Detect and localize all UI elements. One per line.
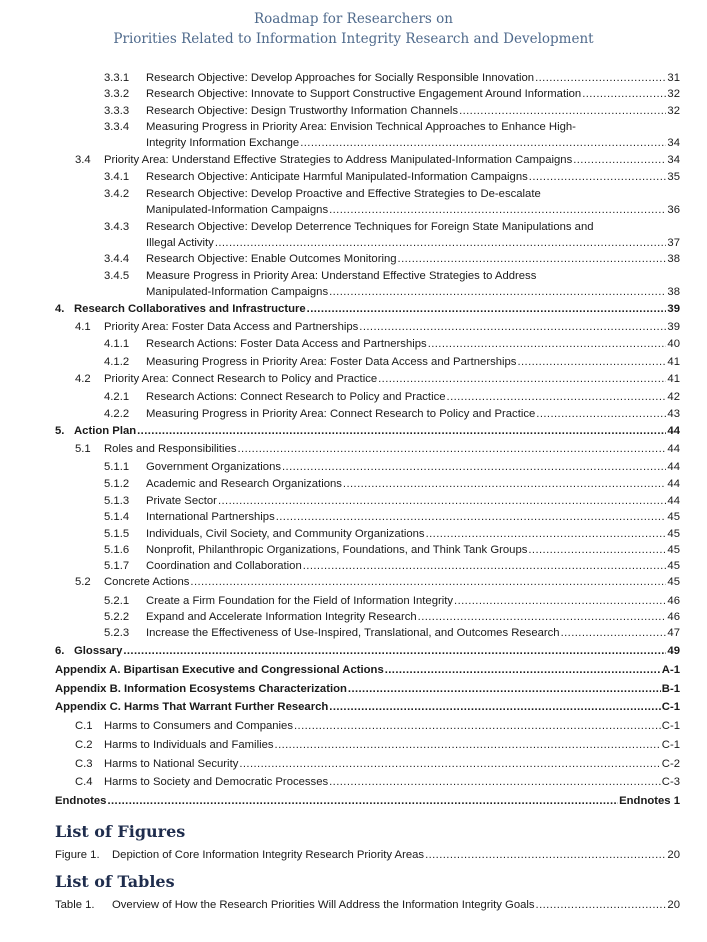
toc-entry[interactable]	[55, 644, 680, 659]
dot-leader	[385, 663, 661, 678]
toc-entry[interactable]	[75, 372, 680, 387]
toc-entry[interactable]	[104, 170, 680, 185]
dot-leader	[276, 510, 667, 525]
toc-entry-page: C-3	[661, 776, 680, 788]
toc-entry-title: Create a Firm Foundation for the Field of Information Integrity	[146, 595, 454, 607]
dot-leader	[529, 170, 667, 185]
table-entry[interactable]	[55, 898, 680, 913]
toc-entry-number: 5.2.1	[104, 595, 130, 607]
toc-entry[interactable]	[104, 337, 680, 352]
toc-entry-page: 41	[667, 356, 680, 368]
toc-entry-title: Appendix A. Bipartisan Executive and Congressional Actions	[55, 664, 384, 676]
toc-entry-page: 34	[667, 137, 680, 149]
toc-entry-title: Research Actions: Connect Research to Policy and Practice	[146, 391, 446, 403]
toc-entry-page: 49	[667, 645, 680, 657]
toc-entry[interactable]	[104, 494, 680, 509]
dot-leader	[215, 236, 667, 251]
dot-leader	[329, 203, 666, 218]
toc-entry-title: Research Collaboratives and Infrastructure	[74, 303, 306, 315]
toc-entry-number: 5.1.4	[104, 511, 130, 523]
toc-entry-title: Endnotes	[55, 795, 107, 807]
toc-entry-page: 44	[667, 478, 680, 490]
toc-entry[interactable]	[104, 390, 680, 405]
toc-entry-title: Measuring Progress in Priority Area: Foster Data Access and Partnerships	[146, 356, 517, 368]
dot-leader	[300, 136, 666, 151]
toc-entry-page: 36	[667, 204, 680, 216]
toc-entry-title: Expand and Accelerate Information Integrity Research	[146, 611, 417, 623]
dot-leader	[517, 355, 666, 370]
toc-entry-page: 39	[667, 303, 680, 315]
toc-entry-title: Priority Area: Foster Data Access and Partnerships	[104, 321, 359, 333]
toc-entry-continuation[interactable]	[146, 236, 680, 251]
toc-entry-title: Harms to Consumers and Companies	[104, 720, 293, 732]
toc-entry[interactable]	[55, 682, 680, 697]
dot-leader	[378, 372, 666, 387]
table-page: 20	[667, 899, 680, 911]
toc-entry-title: Integrity Information Exchange	[146, 137, 300, 149]
dot-leader	[282, 460, 666, 475]
toc-entry[interactable]	[104, 510, 680, 525]
toc-entry-title: Roles and Responsibilities	[104, 443, 237, 455]
toc-entry-title: Appendix B. Information Ecosystems Characterization	[55, 683, 347, 695]
toc-entry-page: A-1	[661, 664, 680, 676]
toc-entry-number: 5.1	[75, 443, 91, 455]
dot-leader	[536, 898, 667, 913]
table-title: Overview of How the Research Priorities Will Address the Information Integrity Goals	[112, 899, 535, 911]
toc-entry-page: 46	[667, 611, 680, 623]
toc-entry-page: 38	[667, 286, 680, 298]
toc-entry-page: C-2	[661, 758, 680, 770]
toc-entry[interactable]	[104, 120, 680, 135]
dot-leader	[425, 848, 666, 863]
toc-entry-number: 4.1	[75, 321, 91, 333]
toc-entry[interactable]	[104, 626, 680, 641]
toc-entry-page: 38	[667, 253, 680, 265]
toc-entry-number: 3.4.4	[104, 253, 130, 265]
toc-entry[interactable]	[104, 543, 680, 558]
toc-entry-title: Research Objective: Anticipate Harmful Manipulated-Information Campaigns	[146, 171, 528, 183]
toc-entry-number: 4.2.2	[104, 408, 130, 420]
toc-entry[interactable]	[75, 757, 680, 772]
figure-title: Depiction of Core Information Integrity Research Priority Areas	[112, 849, 425, 861]
toc-entry[interactable]	[104, 252, 680, 267]
dot-leader	[218, 494, 666, 509]
dot-leader	[398, 252, 667, 267]
toc-entry-title: Research Objective: Enable Outcomes Monitoring	[146, 253, 397, 265]
toc-entry-number: 4.2.1	[104, 391, 130, 403]
toc-entry[interactable]	[104, 594, 680, 609]
dot-leader	[238, 442, 667, 457]
toc-entry[interactable]	[75, 738, 680, 753]
dot-leader	[307, 302, 667, 317]
dot-leader	[348, 682, 661, 697]
dot-leader	[536, 407, 666, 422]
dot-leader	[137, 424, 666, 439]
toc-entry-number: 5.2.2	[104, 611, 130, 623]
toc-entry-title: Research Objective: Innovate to Support Constructive Engagement Around Information	[146, 88, 582, 100]
toc-entry-page: 45	[667, 528, 680, 540]
document-header-line-2: Priorities Related to Information Integrity Research and Development	[113, 31, 594, 47]
toc-entry-page: B-1	[661, 683, 680, 695]
toc-entry[interactable]	[55, 794, 680, 809]
toc-entry-number: 5.1.7	[104, 560, 130, 572]
toc-entry[interactable]	[104, 71, 680, 86]
toc-entry-title: Illegal Activity	[146, 237, 214, 249]
toc-entry-number: 3.3.4	[104, 121, 130, 133]
toc-entry-title: Research Objective: Develop Proactive and Effective Strategies to De-escalate	[146, 188, 541, 200]
toc-entry-title: Concrete Actions	[104, 576, 190, 588]
toc-entry-number: 5.	[55, 425, 65, 437]
toc-entry-title: Priority Area: Understand Effective Strategies to Address Manipulated-Information Campaigns	[104, 154, 573, 166]
toc-entry-page: 42	[667, 391, 680, 403]
toc-entry-title: Measuring Progress in Priority Area: Envision Technical Approaches to Enhance High-	[146, 121, 576, 133]
toc-entry[interactable]	[75, 719, 680, 734]
toc-entry-page: 32	[667, 88, 680, 100]
toc-entry-number: 6.	[55, 645, 65, 657]
toc-entry[interactable]	[104, 187, 680, 202]
toc-entry-number: 5.1.3	[104, 495, 130, 507]
figure-page: 20	[667, 849, 680, 861]
toc-entry-number: 3.3.1	[104, 72, 130, 84]
toc-entry-title: Government Organizations	[146, 461, 281, 473]
toc-entry-page: 47	[667, 627, 680, 639]
toc-entry[interactable]	[75, 153, 680, 168]
toc-entry[interactable]	[75, 575, 680, 590]
toc-entry-page: 45	[667, 544, 680, 556]
dot-leader	[428, 337, 667, 352]
toc-entry-page: 32	[667, 105, 680, 117]
dot-leader	[418, 610, 667, 625]
toc-entry-number: C.4	[75, 776, 93, 788]
dot-leader	[573, 153, 666, 168]
toc-entry-page: Endnotes 1	[619, 795, 680, 807]
dot-leader	[426, 527, 667, 542]
toc-entry-page: 40	[667, 338, 680, 350]
toc-entry-page: 44	[667, 495, 680, 507]
toc-entry-continuation[interactable]	[146, 285, 680, 300]
dot-leader	[294, 719, 661, 734]
toc-entry-number: 5.1.5	[104, 528, 130, 540]
toc-entry-title: Priority Area: Connect Research to Policy and Practice	[104, 373, 378, 385]
list-of-figures-heading: List of Figures	[55, 822, 186, 841]
toc-entry-number: 3.4.3	[104, 221, 130, 233]
toc-entry-title: Nonprofit, Philanthropic Organizations, Foundations, and Think Tank Groups	[146, 544, 528, 556]
toc-entry-title: Research Objective: Develop Approaches for Socially Responsible Innovation	[146, 72, 535, 84]
toc-entry-number: 3.4.2	[104, 188, 130, 200]
toc-entry-number: C.3	[75, 758, 93, 770]
toc-entry-number: 4.2	[75, 373, 91, 385]
toc-entry-title: Manipulated-Information Campaigns	[146, 286, 329, 298]
toc-entry-number: 5.1.6	[104, 544, 130, 556]
toc-entry[interactable]	[75, 442, 680, 457]
toc-entry-page: 45	[667, 511, 680, 523]
dot-leader	[459, 104, 666, 119]
toc-entry-page: 45	[667, 560, 680, 572]
toc-entry-page: C-1	[661, 701, 680, 713]
toc-entry-page: 45	[667, 576, 680, 588]
dot-leader	[528, 543, 666, 558]
toc-entry-title: Coordination and Collaboration	[146, 560, 302, 572]
dot-leader	[275, 738, 661, 753]
toc-entry[interactable]	[104, 269, 680, 284]
toc-entry-page: 46	[667, 595, 680, 607]
toc-entry[interactable]	[104, 610, 680, 625]
toc-entry-title: Measuring Progress in Priority Area: Connect Research to Policy and Practice	[146, 408, 536, 420]
dot-leader	[303, 559, 667, 574]
toc-entry-number: 4.1.1	[104, 338, 130, 350]
toc-entry-number: 5.1.2	[104, 478, 130, 490]
toc-entry-number: 3.4.5	[104, 270, 130, 282]
dot-leader	[582, 87, 666, 102]
table-number: Table 1.	[55, 899, 95, 911]
toc-entry-page: 44	[667, 443, 680, 455]
toc-entry-title: Increase the Effectiveness of Use-Inspired, Translational, and Outcomes Research	[146, 627, 560, 639]
toc-entry-number: 4.	[55, 303, 65, 315]
toc-entry-title: Harms to National Security	[104, 758, 239, 770]
toc-entry-number: C.2	[75, 739, 93, 751]
toc-entry-page: 43	[667, 408, 680, 420]
toc-entry-title: Harms to Individuals and Families	[104, 739, 274, 751]
dot-leader	[447, 390, 667, 405]
toc-entry[interactable]	[104, 477, 680, 492]
toc-entry[interactable]	[104, 220, 680, 235]
toc-entry-title: Academic and Research Organizations	[146, 478, 342, 490]
toc-entry-page: 37	[667, 237, 680, 249]
dot-leader	[343, 477, 667, 492]
dot-leader	[123, 644, 666, 659]
dot-leader	[329, 775, 661, 790]
toc-entry-title: Action Plan	[74, 425, 137, 437]
toc-entry-page: 44	[667, 425, 680, 437]
toc-entry-page: C-1	[661, 720, 680, 732]
toc-entry[interactable]	[104, 104, 680, 119]
toc-entry-title: Research Actions: Foster Data Access and Partnerships	[146, 338, 427, 350]
toc-entry-title: Glossary	[74, 645, 123, 657]
dot-leader	[329, 700, 661, 715]
dot-leader	[561, 626, 667, 641]
toc-entry-number: 3.4	[75, 154, 91, 166]
toc-entry-title: Manipulated-Information Campaigns	[146, 204, 329, 216]
toc-entry-number: 3.4.1	[104, 171, 130, 183]
toc-entry-page: C-1	[661, 739, 680, 751]
toc-entry-title: Research Objective: Design Trustworthy Information Channels	[146, 105, 459, 117]
toc-entry-title: Individuals, Civil Society, and Community Organizations	[146, 528, 425, 540]
dot-leader	[239, 757, 660, 772]
toc-entry-page: 41	[667, 373, 680, 385]
toc-entry-continuation[interactable]	[146, 136, 680, 151]
toc-entry[interactable]	[104, 355, 680, 370]
toc-entry-title: Research Objective: Develop Deterrence Techniques for Foreign State Manipulations and	[146, 221, 594, 233]
toc-entry[interactable]	[55, 424, 680, 439]
toc-entry-page: 35	[667, 171, 680, 183]
dot-leader	[359, 320, 666, 335]
toc-entry-continuation[interactable]	[146, 203, 680, 218]
toc-entry[interactable]	[104, 460, 680, 475]
toc-entry-title: International Partnerships	[146, 511, 275, 523]
toc-entry[interactable]	[104, 527, 680, 542]
dot-leader	[107, 794, 618, 809]
dot-leader	[454, 594, 666, 609]
toc-entry-number: 5.2	[75, 576, 91, 588]
toc-entry-title: Measure Progress in Priority Area: Understand Effective Strategies to Address	[146, 270, 537, 282]
toc-entry-number: 5.2.3	[104, 627, 130, 639]
toc-entry-number: 3.3.2	[104, 88, 130, 100]
toc-entry-page: 34	[667, 154, 680, 166]
toc-entry-title: Appendix C. Harms That Warrant Further Research	[55, 701, 329, 713]
toc-entry-page: 31	[667, 72, 680, 84]
dot-leader	[329, 285, 666, 300]
toc-entry-title: Harms to Society and Democratic Processes	[104, 776, 329, 788]
figure-number: Figure 1.	[55, 849, 100, 861]
toc-entry[interactable]	[75, 775, 680, 790]
toc-entry[interactable]	[104, 407, 680, 422]
toc-entry-number: C.1	[75, 720, 93, 732]
dot-leader	[190, 575, 666, 590]
toc-entry-page: 44	[667, 461, 680, 473]
toc-entry[interactable]	[104, 559, 680, 574]
document-header-line-1: Roadmap for Researchers on	[254, 11, 453, 27]
toc-entry[interactable]	[55, 663, 680, 678]
dot-leader	[535, 71, 666, 86]
toc-entry-number: 3.3.3	[104, 105, 130, 117]
figure-entry[interactable]	[55, 848, 680, 863]
toc-entry[interactable]	[55, 302, 680, 317]
toc-entry-number: 4.1.2	[104, 356, 130, 368]
toc-entry[interactable]	[55, 700, 680, 715]
toc-entry[interactable]	[104, 87, 680, 102]
list-of-tables-heading: List of Tables	[55, 872, 175, 891]
toc-entry-page: 39	[667, 321, 680, 333]
toc-entry[interactable]	[75, 320, 680, 335]
toc-entry-title: Private Sector	[146, 495, 217, 507]
toc-entry-number: 5.1.1	[104, 461, 130, 473]
